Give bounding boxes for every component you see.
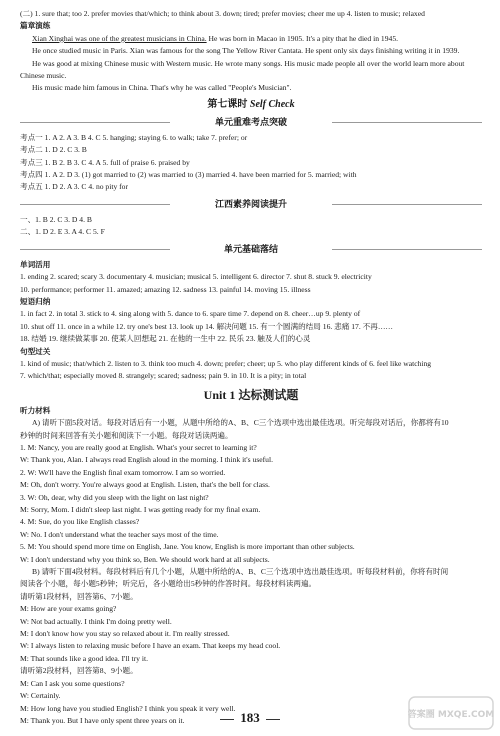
listening-heading: 听力材料	[20, 405, 51, 415]
top-answers: (二) 1. sure that; too 2. prefer movies that/which; to think about 3. down; tired; prefer movies; cheer me up 4. listen to music; relaxed	[20, 9, 425, 18]
watermark-logo	[408, 696, 494, 730]
listening-line: B) 请听下面4段材料。每段材料后有几个小题，从题中所给的A、B、C三个选项中选出最佳选项。听每段材料前，你将有时间	[32, 567, 449, 577]
watermark-icon	[408, 696, 494, 730]
listening-line: M: I don't know how you stay so relaxed about it. I'm really stressed.	[20, 629, 230, 639]
listening-line: 1. M: Nancy, you are really good at English. What's your secret to learning it?	[20, 442, 257, 452]
listening-line: M: Thank you. But I have only spent three years on it.	[20, 715, 185, 725]
page-number: 183	[0, 712, 500, 724]
essay-topic-sentence: Xian Xinghai was one of the greatest musicians in China.	[32, 33, 207, 43]
listening-line: M: Sorry, Mom. I didn't sleep last night. I was getting ready for my final exam.	[20, 505, 261, 514]
lesson-title-en: Self Check	[249, 98, 295, 110]
listening-line: 4. M: Sue, do you like English classes?	[20, 517, 140, 527]
lesson-title-cn: 第七课时	[207, 98, 248, 110]
essay-heading: 篇章演练	[20, 21, 51, 31]
key-point-3: 考点三 1. B 2. B 3. C 4. A 5. full of praise 6. praised by	[20, 157, 190, 167]
key-point-1: 考点一 1. A 2. A 3. B 4. C 5. hanging; staying 6. to walk; take 7. prefer; or	[20, 132, 248, 142]
listening-transcript	[20, 417, 482, 727]
listening-line: A) 请听下面5段对话。每段对话后有一小题，从题中所给的A、B、C三个选项中选出最佳选项。听完每段对话后，你都将有10	[32, 418, 449, 428]
listening-line: 3. W: Oh, dear, why did you sleep with the light on last night?	[20, 492, 209, 502]
section-heading-reading: 江西素养阅读提升	[20, 197, 482, 212]
essay-line-5: His music made him famous in China. That's why he was called "People's Musician".	[32, 83, 292, 93]
essay-line-2: He once studied music in Paris. Xian was famous for the song The Yellow River Cantata. He spent only six days finishing writing it in 1939.	[32, 46, 460, 56]
listening-line: 2. W: We'll have the English final exam tomorrow. I am so worried.	[20, 467, 226, 477]
key-point-4: 考点四 1. A 2. D 3. (1) got married to (2) was married to (3) married 4. have been married for 5. married; with	[20, 170, 357, 180]
vocab-heading: 单词活用	[20, 259, 51, 269]
listening-line: 请听第2段材料，回答第8、9小题。	[20, 666, 138, 676]
key-points-list	[20, 132, 482, 194]
listening-line: M: How long have you studied English? I think you speak it very well.	[20, 703, 236, 713]
unit-test-title: Unit 1 达标测试题	[203, 387, 299, 402]
phrase-line-1: 1. in fact 2. in total 3. stick to 4. sing along with 5. dance to 6. spare time 7. depend on 8. cheer…up 9. plenty of	[20, 309, 361, 319]
key-point-2: 考点二 1. D 2. C 3. B	[20, 145, 87, 155]
reading-answer-2: 二、1. D 2. E 3. A 4. C 5. F	[20, 227, 105, 237]
listening-line: W: Thank you, Alan. I always read English aloud in the morning. I think it's useful.	[20, 455, 273, 465]
phrase-line-3: 18. 结婚 19. 继续做某事 20. 使某人回想起 21. 在他的一生中 22. 民乐 23. 触及人们的心灵	[20, 334, 311, 344]
listening-line: M: How are your exams going?	[20, 604, 117, 614]
vocab-line-2: 10. performance; performer 11. amazed; amazing 12. sadness 13. painful 14. moving 15. illness	[20, 284, 311, 294]
listening-line: 5. M: You should spend more time on English, Jane. You know, English is more important than other subjects.	[20, 542, 355, 552]
essay-block	[20, 33, 482, 95]
essay-line-1: He was born in Macao in 1905. It's a pity that he died in 1945.	[206, 33, 399, 43]
listening-line: W: Not bad actually. I think I'm doing pretty well.	[20, 616, 172, 626]
listening-line: M: Can I ask you some questions?	[20, 678, 125, 688]
listening-line: 阅读各个小题，每小题5秒钟；听完后，各小题给出5秒钟的作答时间。每段材料读两遍。	[20, 579, 317, 589]
key-point-5: 考点五 1. D 2. A 3. C 4. no pity for	[20, 182, 129, 192]
watermark-text: 答案圈 MXQE.COM	[408, 710, 494, 720]
listening-line: 秒钟的时间来回答有关小题和阅读下一小题。每段对话读两遍。	[20, 430, 233, 440]
reading-answer-1: 一、1. B 2. C 3. D 4. B	[20, 214, 92, 224]
section-heading-basics: 单元基础落结	[20, 242, 482, 257]
listening-line: W: I don't understand why you think so, Ben. We should work hard at all subjects.	[20, 554, 270, 564]
listening-line: M: Oh, don't worry. You're always good at English. Listen, that's the bell for class.	[20, 480, 270, 490]
phrase-line-2: 10. shut off 11. once in a while 12. try one's best 13. look up 14. 解决问题 15. 有一个圆满的结局 16. 悲痛 17. 不再……	[20, 321, 394, 331]
sentence-heading: 句型过关	[20, 346, 51, 356]
sentence-line-2: 7. which/that; especially moved 8. strangely; scared; sadness; pain 9. in 10. It is a pity; in total	[20, 371, 307, 381]
phrase-heading: 短语归纳	[20, 296, 51, 306]
lesson-title	[20, 97, 482, 112]
vocab-line-1: 1. ending 2. scared; scary 3. documentary 4. musician; musical 5. intelligent 6. director 7. shut 8. stuck 9. electricity	[20, 272, 372, 282]
section-heading-key-points: 单元重难考点突破	[20, 115, 482, 130]
reading-answers	[20, 214, 482, 239]
essay-line-3: He was good at mixing Chinese music with Western music. He wrote many songs. His music made people all over the world learn more about	[32, 58, 465, 68]
listening-line: 请听第1段材料，回答第6、7小题。	[20, 591, 138, 601]
listening-line: W: I always listen to relaxing music before I have an exam. That keeps my head cool.	[20, 641, 281, 651]
essay-line-4: Chinese music.	[20, 71, 67, 81]
sentence-line-1: 1. kind of music; that/which 2. listen to 3. think too much 4. down; prefer; cheer; up 5. who play different kinds of 6. feel like watching	[20, 358, 432, 368]
listening-line: W: Certainly.	[20, 691, 61, 701]
listening-line: M: That sounds like a good idea. I'll try it.	[20, 653, 148, 663]
listening-line: W: No. I don't understand what the teacher says most of the time.	[20, 529, 219, 539]
